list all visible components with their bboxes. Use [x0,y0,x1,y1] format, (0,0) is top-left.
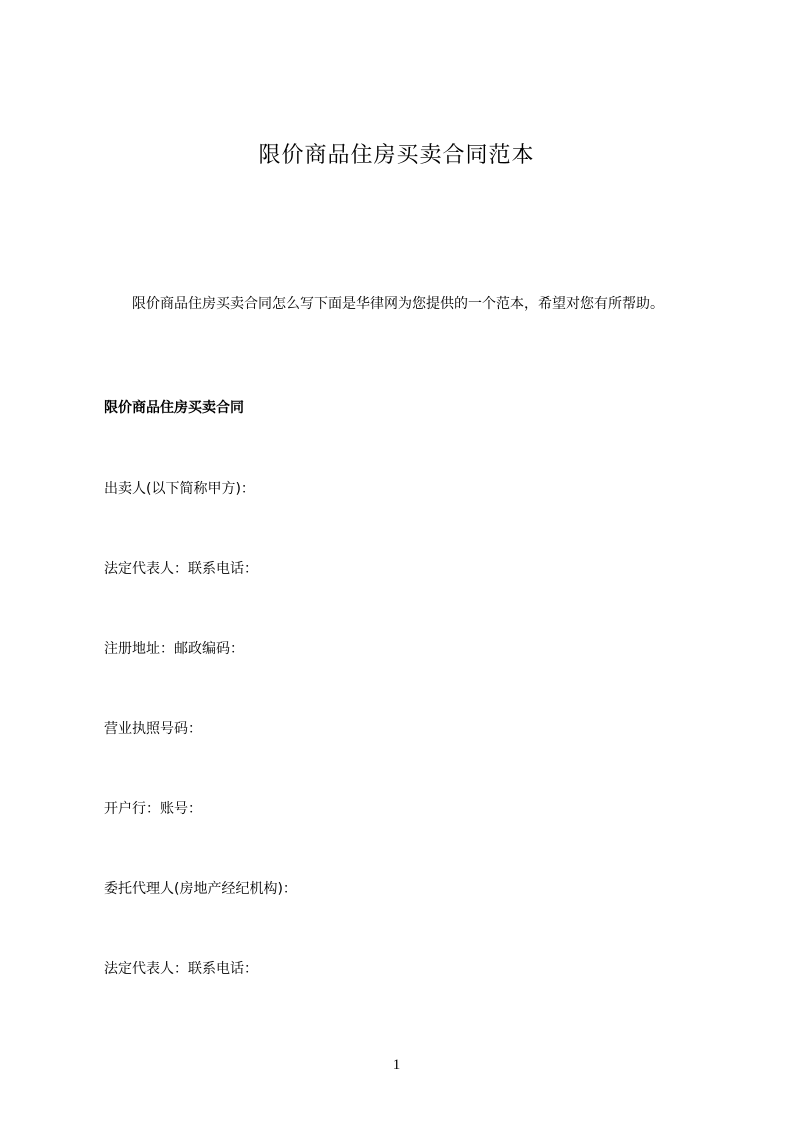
page-number: 1 [392,1057,401,1073]
seller-line: 出卖人(以下简称甲方)： [104,481,255,497]
intro-paragraph: 限价商品住房买卖合同怎么写下面是华律网为您提供的一个范本，希望对您有所帮助。 [132,296,664,312]
section-heading: 限价商品住房买卖合同 [104,400,244,416]
business-license-line: 营业执照号码： [104,721,202,737]
agent-legal-rep-phone-line: 法定代表人：联系电话： [104,961,258,977]
document-title: 限价商品住房买卖合同范本 [258,143,535,168]
agent-line: 委托代理人(房地产经纪机构)： [104,881,297,897]
legal-rep-phone-line: 法定代表人：联系电话： [104,561,258,577]
address-postcode-line: 注册地址：邮政编码： [104,641,244,657]
bank-account-line: 开户行：账号： [104,801,202,817]
